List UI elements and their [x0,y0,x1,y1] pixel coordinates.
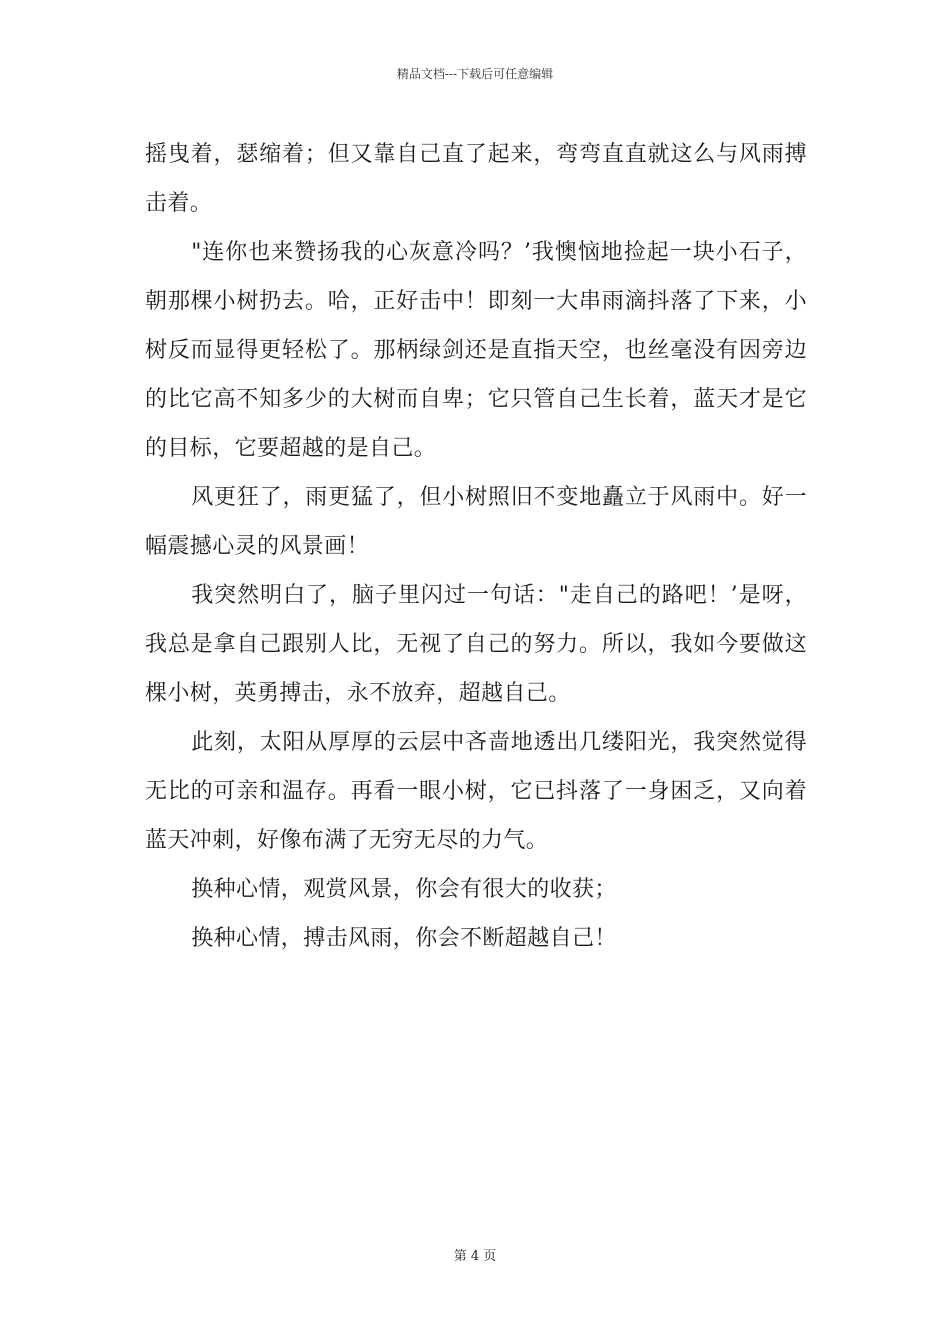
paragraph: 换种心情，搏击风雨，你会不断超越自己！ [191,926,617,951]
paragraph: 此刻，太阳从厚厚的云层中吝啬地透出几缕阳光，我突然觉得无比的可亲和温存。再看一眼小树，它已抖落了一身困乏，又向着蓝天冲刺，好像布满了无穷无尽的力气。 [145,730,807,853]
document-body [145,130,807,963]
paragraph: "连你也来赞扬我的心灰意冷吗？’我懊恼地捡起一块小石子，朝那棵小树扔去。哈，正好击中！即刻一大串雨滴抖落了下来，小树反而显得更轻松了。那柄绿剑还是直指天空，也丝毫没有因旁边的比它高不知多少的大树而自卑；它只管自己生长着，蓝天才是它的目标，它要超越的是自己。 [145,240,807,461]
page-number: 第 4 页 [453,1249,497,1264]
paragraph: 换种心情，观赏风景，你会有很大的收获； [191,877,617,902]
paragraph: 风更狂了，雨更猛了，但小树照旧不变地矗立于风雨中。好一幅震撼心灵的风景画！ [145,485,807,559]
paragraph-continuation: 摇曳着，瑟缩着；但又靠自己直了起来，弯弯直直就这么与风雨搏击着。 [145,142,807,216]
paragraph: 我突然明白了，脑子里闪过一句话："走自己的路吧！’是呀，我总是拿自己跟别人比，无视了自己的努力。所以，我如今要做这棵小树，英勇搏击，永不放弃，超越自己。 [145,583,807,706]
page-header: 精品文档---下载后可任意编辑 [396,67,554,81]
